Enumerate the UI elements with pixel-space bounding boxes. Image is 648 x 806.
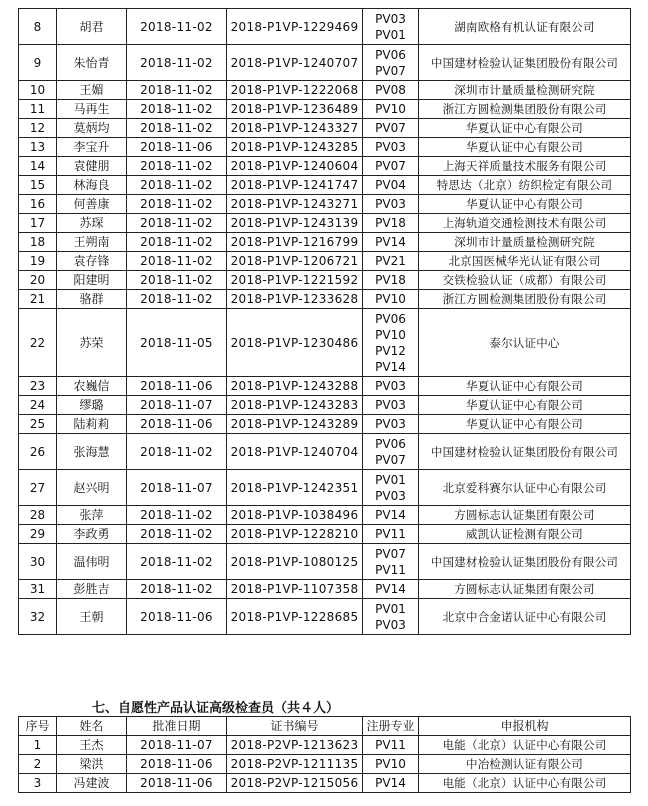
inspector-name: 王朝	[57, 599, 127, 635]
registered-major	[363, 470, 419, 506]
certificate-number: 2018-P1VP-1080125	[227, 544, 363, 580]
table-row	[19, 377, 631, 396]
header-number: 序号	[19, 717, 57, 736]
approval-date: 2018-11-02	[127, 9, 227, 45]
registered-major: PV10	[363, 755, 419, 774]
row-number: 12	[19, 119, 57, 138]
registered-major	[363, 599, 419, 635]
row-number: 2	[19, 755, 57, 774]
certificate-number: 2018-P1VP-1240704	[227, 434, 363, 470]
certificate-number: 2018-P1VP-1243271	[227, 195, 363, 214]
applying-organization: 方圆标志认证集团有限公司	[419, 580, 631, 599]
table-row	[19, 119, 631, 138]
inspector-name: 冯建波	[57, 774, 127, 793]
inspector-name: 温伟明	[57, 544, 127, 580]
major-code: PV03	[375, 379, 406, 393]
header-major: 注册专业	[363, 717, 419, 736]
inspector-table	[18, 8, 631, 635]
row-number: 30	[19, 544, 57, 580]
major-code: PV14	[375, 508, 406, 522]
approval-date: 2018-11-02	[127, 290, 227, 309]
row-number: 31	[19, 580, 57, 599]
approval-date: 2018-11-02	[127, 195, 227, 214]
inspector-name: 王朔南	[57, 233, 127, 252]
row-number: 18	[19, 233, 57, 252]
registered-major	[363, 119, 419, 138]
inspector-name: 莫炳均	[57, 119, 127, 138]
approval-date: 2018-11-02	[127, 119, 227, 138]
major-code: PV03	[375, 197, 406, 211]
major-code: PV11	[375, 527, 406, 541]
applying-organization: 华夏认证中心有限公司	[419, 377, 631, 396]
approval-date: 2018-11-02	[127, 580, 227, 599]
major-code: PV14	[375, 582, 406, 596]
row-number: 3	[19, 774, 57, 793]
applying-organization: 深圳市计量质量检测研究院	[419, 81, 631, 100]
inspector-name: 胡君	[57, 9, 127, 45]
inspector-name: 骆群	[57, 290, 127, 309]
table-row	[19, 774, 631, 793]
registered-major	[363, 309, 419, 377]
table-row	[19, 195, 631, 214]
applying-organization: 北京爱科赛尔认证中心有限公司	[419, 470, 631, 506]
row-number: 27	[19, 470, 57, 506]
certificate-number: 2018-P1VP-1221592	[227, 271, 363, 290]
applying-organization: 浙江方圆检测集团股份有限公司	[419, 290, 631, 309]
table-row	[19, 100, 631, 119]
major-code: PV03	[375, 417, 406, 431]
inspector-name: 林海良	[57, 176, 127, 195]
major-code: PV10	[375, 292, 406, 306]
row-number: 9	[19, 45, 57, 81]
row-number: 21	[19, 290, 57, 309]
major-code: PV07	[375, 121, 406, 135]
table-row	[19, 157, 631, 176]
certificate-number: 2018-P1VP-1243285	[227, 138, 363, 157]
inspector-name: 李政勇	[57, 525, 127, 544]
approval-date: 2018-11-02	[127, 233, 227, 252]
row-number: 14	[19, 157, 57, 176]
registered-major	[363, 138, 419, 157]
row-number: 19	[19, 252, 57, 271]
certificate-number: 2018-P1VP-1240604	[227, 157, 363, 176]
certificate-number: 2018-P1VP-1216799	[227, 233, 363, 252]
inspector-name: 张海慧	[57, 434, 127, 470]
table-row	[19, 470, 631, 506]
table-row	[19, 599, 631, 635]
certificate-number: 2018-P2VP-1215056	[227, 774, 363, 793]
certificate-number: 2018-P2VP-1213623	[227, 736, 363, 755]
applying-organization: 上海天祥质量技术服务有限公司	[419, 157, 631, 176]
major-code: PV03	[375, 617, 406, 632]
major-code: PV01	[375, 472, 406, 487]
table-row	[19, 506, 631, 525]
major-code: PV03	[375, 140, 406, 154]
registered-major	[363, 506, 419, 525]
approval-date: 2018-11-02	[127, 157, 227, 176]
major-code: PV06	[375, 436, 406, 451]
certificate-number: 2018-P1VP-1206721	[227, 252, 363, 271]
applying-organization: 泰尔认证中心	[419, 309, 631, 377]
row-number: 11	[19, 100, 57, 119]
approval-date: 2018-11-02	[127, 525, 227, 544]
certificate-number: 2018-P1VP-1240707	[227, 45, 363, 81]
approval-date: 2018-11-06	[127, 755, 227, 774]
certificate-number: 2018-P1VP-1228685	[227, 599, 363, 635]
row-number: 8	[19, 9, 57, 45]
applying-organization: 电能（北京）认证中心有限公司	[419, 736, 631, 755]
applying-organization: 浙江方圆检测集团股份有限公司	[419, 100, 631, 119]
table-row	[19, 309, 631, 377]
approval-date: 2018-11-02	[127, 544, 227, 580]
applying-organization: 中国建材检验认证集团股份有限公司	[419, 45, 631, 81]
inspector-name: 朱怡青	[57, 45, 127, 81]
registered-major	[363, 214, 419, 233]
certificate-number: 2018-P1VP-1243139	[227, 214, 363, 233]
major-code: PV01	[375, 601, 406, 616]
table-row	[19, 271, 631, 290]
inspector-name: 何善康	[57, 195, 127, 214]
table-row	[19, 45, 631, 81]
applying-organization: 交铁检验认证（成都）有限公司	[419, 271, 631, 290]
registered-major	[363, 544, 419, 580]
approval-date: 2018-11-02	[127, 252, 227, 271]
major-code: PV18	[375, 216, 406, 230]
row-number: 15	[19, 176, 57, 195]
major-code: PV04	[375, 178, 406, 192]
major-code: PV18	[375, 273, 406, 287]
approval-date: 2018-11-06	[127, 377, 227, 396]
registered-major	[363, 271, 419, 290]
registered-major	[363, 396, 419, 415]
approval-date: 2018-11-02	[127, 271, 227, 290]
header-date: 批准日期	[127, 717, 227, 736]
registered-major	[363, 290, 419, 309]
inspector-name: 梁洪	[57, 755, 127, 774]
applying-organization: 湖南欧格有机认证有限公司	[419, 9, 631, 45]
registered-major: PV11	[363, 736, 419, 755]
applying-organization: 华夏认证中心有限公司	[419, 396, 631, 415]
registered-major	[363, 252, 419, 271]
approval-date: 2018-11-02	[127, 45, 227, 81]
applying-organization: 特思达（北京）纺织检定有限公司	[419, 176, 631, 195]
table-row	[19, 176, 631, 195]
inspector-name: 彭胜吉	[57, 580, 127, 599]
inspector-name: 王杰	[57, 736, 127, 755]
table-row	[19, 138, 631, 157]
applying-organization: 北京中合金诺认证中心有限公司	[419, 599, 631, 635]
inspector-name: 缪璐	[57, 396, 127, 415]
approval-date: 2018-11-06	[127, 599, 227, 635]
table-row	[19, 214, 631, 233]
row-number: 26	[19, 434, 57, 470]
header-organization: 申报机构	[419, 717, 631, 736]
row-number: 24	[19, 396, 57, 415]
row-number: 10	[19, 81, 57, 100]
table-row	[19, 415, 631, 434]
row-number: 28	[19, 506, 57, 525]
inspector-name: 苏荣	[57, 309, 127, 377]
major-code: PV14	[375, 235, 406, 249]
inspector-name: 陆莉莉	[57, 415, 127, 434]
approval-date: 2018-11-07	[127, 736, 227, 755]
table-row	[19, 755, 631, 774]
major-code: PV21	[375, 254, 406, 268]
inspector-name: 王媚	[57, 81, 127, 100]
table-row	[19, 396, 631, 415]
certificate-number: 2018-P1VP-1229469	[227, 9, 363, 45]
inspector-name: 袁存锋	[57, 252, 127, 271]
applying-organization: 中冶检测认证有限公司	[419, 755, 631, 774]
approval-date: 2018-11-02	[127, 176, 227, 195]
applying-organization: 华夏认证中心有限公司	[419, 415, 631, 434]
approval-date: 2018-11-05	[127, 309, 227, 377]
major-code: PV11	[375, 562, 406, 577]
table-row	[19, 81, 631, 100]
certificate-number: 2018-P1VP-1107358	[227, 580, 363, 599]
major-code: PV03	[375, 488, 406, 503]
header-name: 姓名	[57, 717, 127, 736]
table-row	[19, 252, 631, 271]
applying-organization: 威凯认证检测有限公司	[419, 525, 631, 544]
major-code: PV07	[375, 546, 406, 561]
registered-major	[363, 157, 419, 176]
table-row	[19, 290, 631, 309]
row-number: 16	[19, 195, 57, 214]
major-code: PV07	[375, 452, 406, 467]
inspector-name: 袁健朋	[57, 157, 127, 176]
major-code: PV03	[375, 11, 406, 26]
approval-date: 2018-11-06	[127, 138, 227, 157]
applying-organization: 中国建材检验认证集团股份有限公司	[419, 544, 631, 580]
row-number: 13	[19, 138, 57, 157]
approval-date: 2018-11-02	[127, 100, 227, 119]
major-code: PV03	[375, 398, 406, 412]
registered-major	[363, 377, 419, 396]
applying-organization: 方圆标志认证集团有限公司	[419, 506, 631, 525]
major-code: PV12	[375, 343, 406, 358]
certificate-number: 2018-P1VP-1243289	[227, 415, 363, 434]
section-title: 七、自愿性产品认证高级检查员（共４人）	[92, 701, 340, 716]
inspector-name: 马再生	[57, 100, 127, 119]
registered-major	[363, 233, 419, 252]
approval-date: 2018-11-07	[127, 396, 227, 415]
row-number: 23	[19, 377, 57, 396]
major-code: PV14	[375, 359, 406, 374]
major-code: PV06	[375, 311, 406, 326]
applying-organization: 深圳市计量质量检测研究院	[419, 233, 631, 252]
certificate-number: 2018-P1VP-1242351	[227, 470, 363, 506]
row-number: 22	[19, 309, 57, 377]
registered-major	[363, 434, 419, 470]
major-code: PV06	[375, 47, 406, 62]
major-code: PV07	[375, 159, 406, 173]
certificate-number: 2018-P1VP-1243283	[227, 396, 363, 415]
registered-major	[363, 45, 419, 81]
approval-date: 2018-11-02	[127, 81, 227, 100]
certificate-number: 2018-P1VP-1243327	[227, 119, 363, 138]
inspector-name: 张萍	[57, 506, 127, 525]
table-row	[19, 9, 631, 45]
applying-organization: 华夏认证中心有限公司	[419, 195, 631, 214]
certificate-number: 2018-P1VP-1228210	[227, 525, 363, 544]
applying-organization: 北京国医械华光认证有限公司	[419, 252, 631, 271]
row-number: 32	[19, 599, 57, 635]
table-row	[19, 736, 631, 755]
registered-major: PV14	[363, 774, 419, 793]
inspector-name: 农巍信	[57, 377, 127, 396]
certificate-number: 2018-P1VP-1222068	[227, 81, 363, 100]
row-number: 20	[19, 271, 57, 290]
registered-major	[363, 81, 419, 100]
approval-date: 2018-11-02	[127, 506, 227, 525]
approval-date: 2018-11-02	[127, 434, 227, 470]
major-code: PV07	[375, 63, 406, 78]
approval-date: 2018-11-06	[127, 774, 227, 793]
certificate-number: 2018-P1VP-1243288	[227, 377, 363, 396]
row-number: 1	[19, 736, 57, 755]
row-number: 29	[19, 525, 57, 544]
certificate-number: 2018-P2VP-1211135	[227, 755, 363, 774]
major-code: PV10	[375, 327, 406, 342]
header-certificate: 证书编号	[227, 717, 363, 736]
applying-organization: 华夏认证中心有限公司	[419, 119, 631, 138]
certificate-number: 2018-P1VP-1236489	[227, 100, 363, 119]
certificate-number: 2018-P1VP-1038496	[227, 506, 363, 525]
senior-inspector-table	[18, 716, 631, 793]
inspector-name: 苏琛	[57, 214, 127, 233]
applying-organization: 上海轨道交通检测技术有限公司	[419, 214, 631, 233]
registered-major	[363, 100, 419, 119]
applying-organization: 华夏认证中心有限公司	[419, 138, 631, 157]
certificate-number: 2018-P1VP-1233628	[227, 290, 363, 309]
inspector-name: 赵兴明	[57, 470, 127, 506]
registered-major	[363, 525, 419, 544]
row-number: 25	[19, 415, 57, 434]
registered-major	[363, 580, 419, 599]
certificate-number: 2018-P1VP-1241747	[227, 176, 363, 195]
registered-major	[363, 176, 419, 195]
registered-major	[363, 195, 419, 214]
table-row	[19, 544, 631, 580]
registered-major	[363, 415, 419, 434]
approval-date: 2018-11-02	[127, 214, 227, 233]
applying-organization: 电能（北京）认证中心有限公司	[419, 774, 631, 793]
table-row	[19, 233, 631, 252]
approval-date: 2018-11-07	[127, 470, 227, 506]
table-row	[19, 525, 631, 544]
approval-date: 2018-11-06	[127, 415, 227, 434]
applying-organization: 中国建材检验认证集团股份有限公司	[419, 434, 631, 470]
table-header-row	[19, 717, 631, 736]
major-code: PV08	[375, 83, 406, 97]
inspector-name: 阳建明	[57, 271, 127, 290]
certificate-number: 2018-P1VP-1230486	[227, 309, 363, 377]
registered-major	[363, 9, 419, 45]
major-code: PV10	[375, 102, 406, 116]
table-row	[19, 434, 631, 470]
table-row	[19, 580, 631, 599]
row-number: 17	[19, 214, 57, 233]
major-code: PV01	[375, 27, 406, 42]
inspector-name: 李宝升	[57, 138, 127, 157]
